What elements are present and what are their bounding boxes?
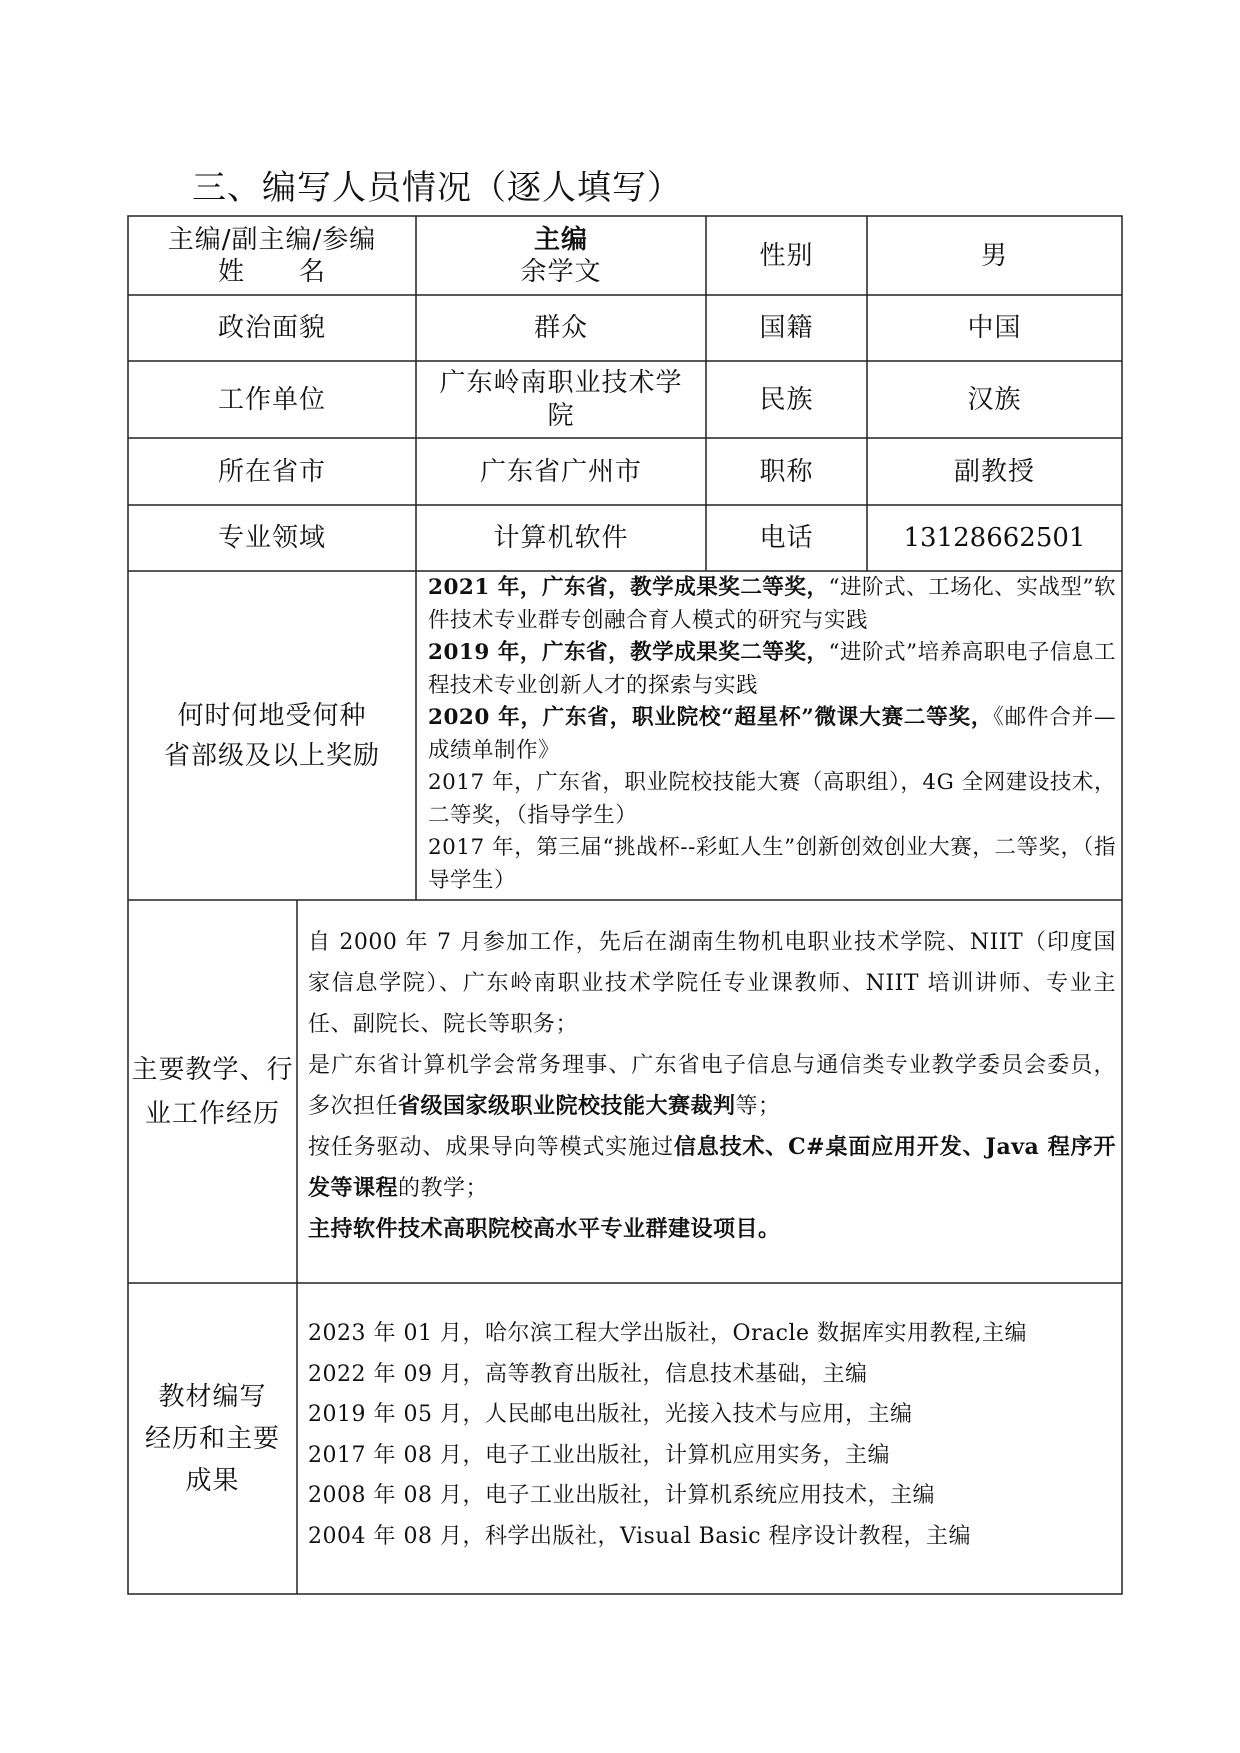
textbook-item: 2022 年 09 月，高等教育出版社，信息技术基础，主编 <box>308 1361 868 1387</box>
award-item: 2019 年，广东省，教学成果奖二等奖，“进阶式”培养高职电子信息工程技术专业创新人才的探索与实践 <box>428 640 1117 698</box>
award-item: 2020 年，广东省，职业院校“超星杯”微课大赛二等奖，《邮件合并—成绩单制作》 <box>428 705 1116 763</box>
name-value: 余学文 <box>520 256 602 287</box>
experience-label-line-1: 主要教学、行 <box>131 1054 294 1085</box>
awards-list <box>428 572 1116 897</box>
specialty-value: 计算机软件 <box>493 523 629 553</box>
textbooks-list <box>308 1314 1116 1557</box>
title-label: 职称 <box>759 456 814 487</box>
role-name-value-cell <box>416 216 706 295</box>
textbook-item: 2019 年 05 月，人民邮电出版社，光接入技术与应用，主编 <box>308 1402 913 1427</box>
role-value: 主编 <box>533 224 588 255</box>
province-city-value: 广东省广州市 <box>479 456 642 487</box>
experience-paragraph: 自 2000 年 7 月参加工作，先后在湖南生物机电职业技术学院、NIIT（印度国家信息学院）、广东岭南职业技术学院任专业课教师、NIIT 培训讲师、专业主任、副院长、院长等职务； <box>308 930 1116 1037</box>
political-status-label: 政治面貌 <box>217 313 326 343</box>
experience-paragraph: 是广东省计算机学会常务理事、广东省电子信息与通信类专业教学委员会委员，多次担任省级国家级职业院校技能大赛裁判等； <box>308 1053 1116 1119</box>
textbook-item: 2023 年 01 月，哈尔滨工程大学出版社，Oracle 数据库实用教程,主编 <box>308 1321 1027 1346</box>
experience-paragraph: 主持软件技术高职院校高水平专业群建设项目。 <box>308 1216 781 1242</box>
experience-label-cell <box>128 900 297 1283</box>
phone-value: 13128662501 <box>903 523 1086 553</box>
work-unit-label: 工作单位 <box>217 384 326 415</box>
role-label: 主编/副主编/参编 <box>167 224 377 255</box>
gender-label: 性别 <box>759 240 814 271</box>
name-label: 姓 名 <box>217 256 326 287</box>
nationality-label: 国籍 <box>759 313 814 343</box>
textbooks-label-line-1: 教材编写 <box>158 1381 267 1412</box>
experience-text <box>308 922 1116 1250</box>
ethnicity-value: 汉族 <box>967 384 1022 415</box>
award-item: 2021 年，广东省，教学成果奖二等奖，“进阶式、工场化、实战型”软件技术专业群专创融合育人模式的研究与实践 <box>428 575 1117 633</box>
ethnicity-label: 民族 <box>759 384 814 415</box>
province-city-label: 所在省市 <box>217 456 326 487</box>
phone-label: 电话 <box>759 523 814 553</box>
award-item: 2017 年，广东省，职业院校技能大赛（高职组），4G 全网建设技术，二等奖，（指导学生） <box>428 770 1116 828</box>
nationality-value: 中国 <box>967 313 1022 343</box>
specialty-label: 专业领域 <box>217 523 326 553</box>
political-status-value: 群众 <box>533 313 588 343</box>
textbooks-label-cell <box>128 1283 297 1594</box>
awards-label-line-2: 省部级及以上奖励 <box>163 740 380 771</box>
title-value: 副教授 <box>953 456 1035 487</box>
award-item: 2017 年，第三届“挑战杯--彩虹人生”创新创效创业大赛，二等奖，（指导学生） <box>428 835 1116 893</box>
section-heading: 三、编写人员情况（逐人填写） <box>192 168 682 208</box>
work-unit-value: 广东岭南职业技术学院 <box>439 367 683 431</box>
textbooks-label-line-2: 经历和主要 <box>144 1423 280 1454</box>
textbook-item: 2004 年 08 月，科学出版社，Visual Basic 程序设计教程，主编 <box>308 1523 972 1549</box>
experience-label-line-2: 业工作经历 <box>144 1098 280 1129</box>
textbook-item: 2008 年 08 月，电子工业出版社，计算机系统应用技术，主编 <box>308 1483 935 1508</box>
textbooks-label-line-3: 成果 <box>185 1465 240 1496</box>
awards-label-line-1: 何时何地受何种 <box>177 700 367 731</box>
awards-label-cell <box>128 571 416 900</box>
textbook-item: 2017 年 08 月，电子工业出版社，计算机应用实务，主编 <box>308 1442 890 1468</box>
role-name-label-cell <box>128 216 416 295</box>
gender-value: 男 <box>980 240 1008 271</box>
experience-paragraph: 按任务驱动、成果导向等模式实施过信息技术、C#桌面应用开发、Java 程序开发等课程的教学； <box>308 1134 1116 1201</box>
